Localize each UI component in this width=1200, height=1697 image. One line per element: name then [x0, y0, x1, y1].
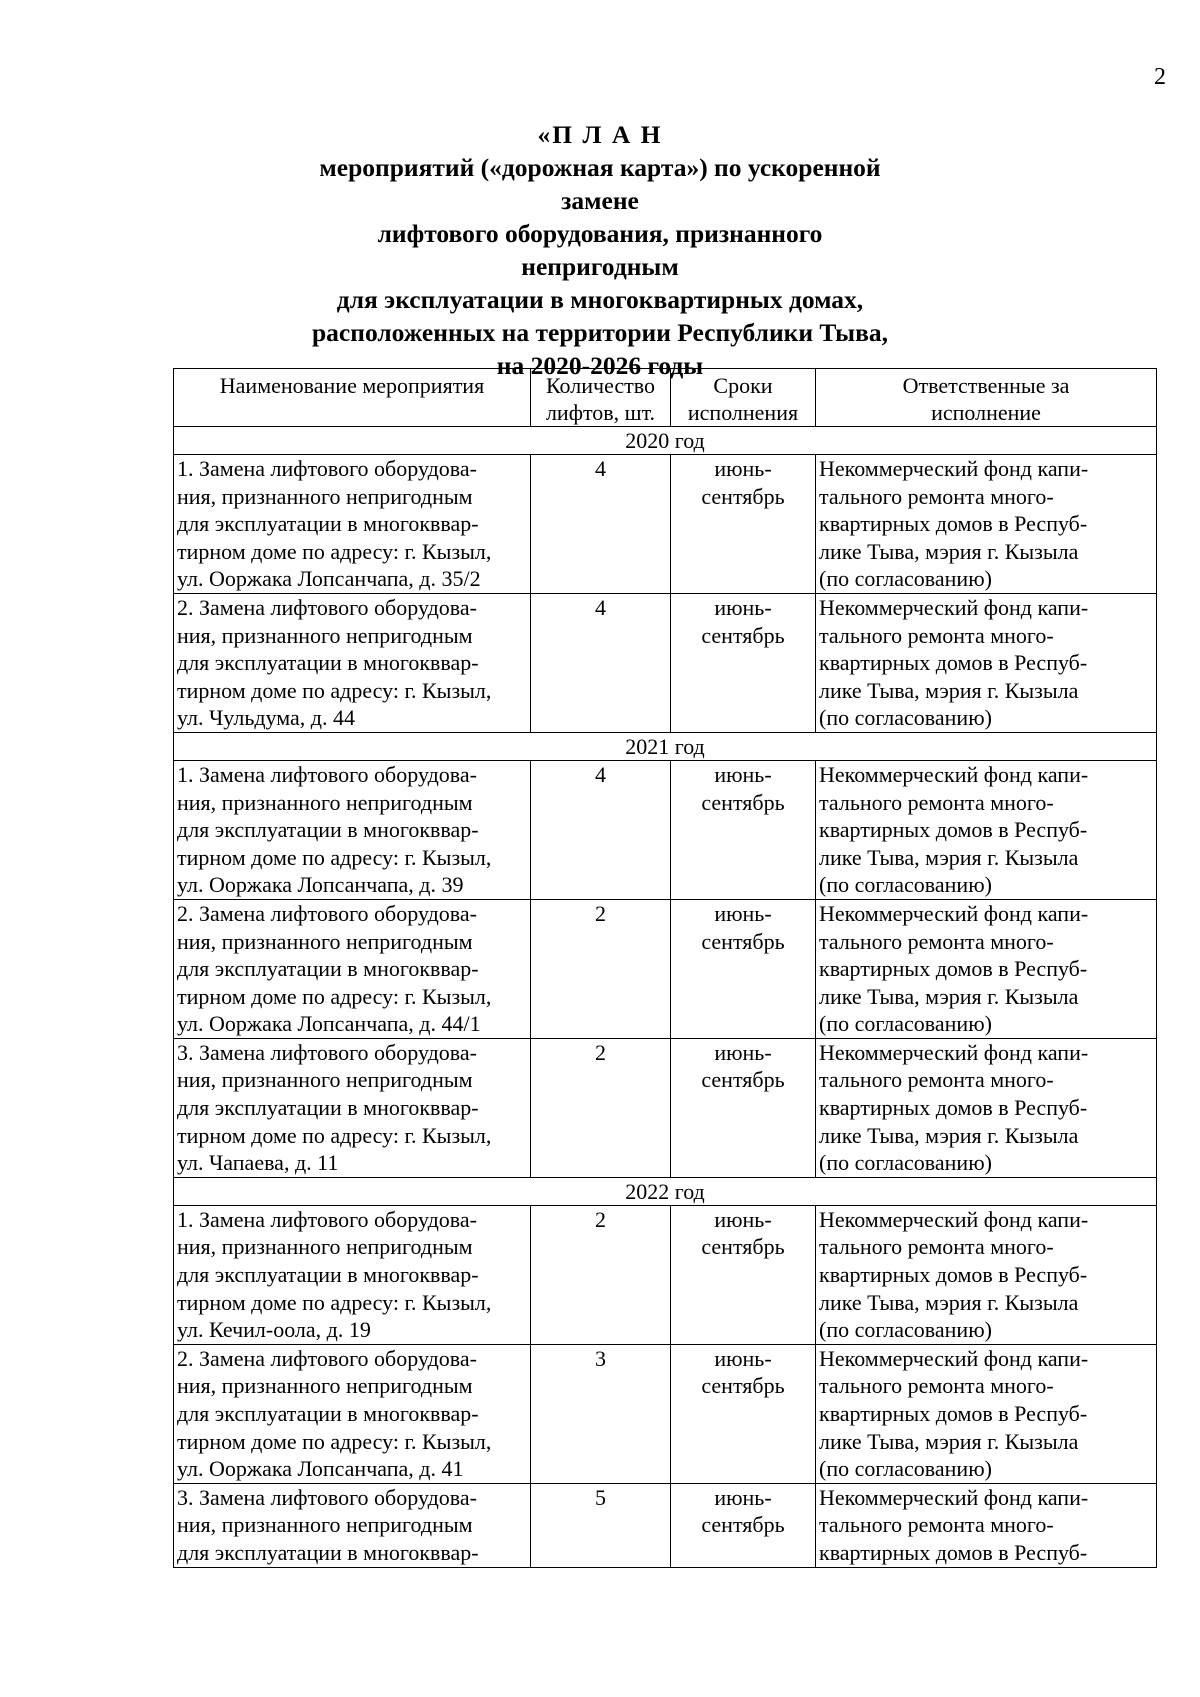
- responsible-party-line: квартирных домов в Респуб-: [819, 956, 1088, 982]
- activity-name-line: тирном доме по адресу: г. Кызыл,: [177, 1289, 492, 1315]
- responsible-party-line: квартирных домов в Респуб-: [819, 1262, 1088, 1288]
- responsible-party-line: тального ремонта много-: [819, 1373, 1054, 1399]
- year-row: [174, 732, 1157, 760]
- responsible-party-line: (по согласованию): [819, 566, 992, 592]
- responsible-party: [816, 1344, 1157, 1483]
- activity-name-line: тирном доме по адресу: г. Кызыл,: [177, 538, 492, 564]
- activity-name-line: 1. Замена лифтового оборудова-: [177, 1206, 477, 1232]
- title-line-4: для эксплуатации в многоквартирных домах,: [336, 285, 864, 314]
- header-name-line: Наименование мероприятия: [219, 373, 485, 398]
- execution-term: [671, 1205, 816, 1344]
- responsible-party-line: Некоммерческий фонд капи-: [819, 1345, 1089, 1371]
- execution-term-line: июнь-: [714, 1484, 772, 1510]
- page-number: 2: [1154, 64, 1166, 90]
- execution-term-line: сентябрь: [701, 622, 785, 648]
- execution-term: [671, 1038, 816, 1177]
- responsible-party-line: (по согласованию): [819, 1011, 992, 1037]
- activity-name: [174, 1038, 531, 1177]
- execution-term-line: сентябрь: [701, 1234, 785, 1260]
- lift-count: 4: [531, 760, 671, 899]
- activity-name-line: ул. Ооржака Лопсанчапа, д. 41: [177, 1456, 464, 1482]
- responsible-party-line: Некоммерческий фонд капи-: [819, 456, 1089, 481]
- activity-name-line: ул. Чульдума, д. 44: [177, 705, 355, 731]
- table-row: [174, 1205, 1157, 1344]
- year-label: 2022 год: [174, 1177, 1157, 1205]
- activity-name-line: ул. Кечил-оола, д. 19: [177, 1317, 371, 1343]
- activity-name: [174, 455, 531, 594]
- responsible-party-line: Некоммерческий фонд капи-: [819, 1039, 1089, 1065]
- execution-term-line: июнь-: [714, 594, 772, 620]
- responsible-party-line: лике Тыва, мэрия г. Кызыла: [819, 1289, 1079, 1315]
- execution-term-line: сентябрь: [701, 1373, 785, 1399]
- header-resp-line: Ответственные за: [902, 373, 1070, 398]
- table-row: [174, 1344, 1157, 1483]
- year-row: [174, 1177, 1157, 1205]
- execution-term-line: июнь-: [714, 1039, 772, 1065]
- responsible-party-line: (по согласованию): [819, 705, 992, 731]
- activity-name-line: 3. Замена лифтового оборудова-: [177, 1039, 477, 1065]
- responsible-party-line: квартирных домов в Респуб-: [819, 1095, 1088, 1121]
- table-row: [174, 1038, 1157, 1177]
- activity-name-line: для эксплуатации в многокввар-: [177, 1539, 479, 1565]
- activity-name: [174, 899, 531, 1038]
- responsible-party-line: Некоммерческий фонд капи-: [819, 1206, 1089, 1232]
- lift-count: 4: [531, 593, 671, 732]
- execution-term-line: июнь-: [714, 900, 772, 926]
- responsible-party-line: лике Тыва, мэрия г. Кызыла: [819, 1122, 1079, 1148]
- responsible-party-line: лике Тыва, мэрия г. Кызыла: [819, 983, 1079, 1009]
- responsible-party-line: лике Тыва, мэрия г. Кызыла: [819, 844, 1079, 870]
- lift-count: 2: [531, 1038, 671, 1177]
- lift-count: 5: [531, 1483, 671, 1567]
- activity-name-line: для эксплуатации в многокввар-: [177, 650, 479, 676]
- activity-name-line: ния, признанного непригодным: [177, 483, 473, 509]
- activity-name-line: ул. Чапаева, д. 11: [177, 1150, 339, 1176]
- responsible-party-line: тального ремонта много-: [819, 1512, 1054, 1538]
- activity-name-line: ния, признанного непригодным: [177, 928, 473, 954]
- activity-name: [174, 1205, 531, 1344]
- execution-term-line: сентябрь: [701, 928, 785, 954]
- responsible-party-line: лике Тыва, мэрия г. Кызыла: [819, 1428, 1079, 1454]
- responsible-party: [816, 455, 1157, 594]
- responsible-party-line: квартирных домов в Респуб-: [819, 817, 1088, 843]
- year-label: 2021 год: [174, 732, 1157, 760]
- responsible-party: [816, 1038, 1157, 1177]
- responsible-party: [816, 593, 1157, 732]
- activity-name-line: тирном доме по адресу: г. Кызыл,: [177, 844, 492, 870]
- responsible-party-line: (по согласованию): [819, 1150, 992, 1176]
- activity-name-line: для эксплуатации в многокввар-: [177, 817, 479, 843]
- activity-name-line: ния, признанного непригодным: [177, 1512, 473, 1538]
- activity-name-line: для эксплуатации в многокввар-: [177, 956, 479, 982]
- plan-table: [173, 368, 1157, 1568]
- title-line-5: расположенных на территории Республики Тыва,: [312, 318, 888, 347]
- responsible-party-line: лике Тыва, мэрия г. Кызыла: [819, 538, 1079, 564]
- execution-term-line: сентябрь: [701, 1067, 785, 1093]
- responsible-party-line: тального ремонта много-: [819, 483, 1054, 509]
- responsible-party-line: Некоммерческий фонд капи-: [819, 1484, 1089, 1510]
- responsible-party-line: (по согласованию): [819, 1317, 992, 1343]
- execution-term-line: сентябрь: [701, 483, 785, 509]
- responsible-party: [816, 899, 1157, 1038]
- table-header-row: [174, 369, 1157, 427]
- header-qty: [531, 369, 671, 427]
- document-title: [300, 118, 900, 382]
- activity-name-line: 3. Замена лифтового оборудова-: [177, 1484, 477, 1510]
- activity-name-line: 1. Замена лифтового оборудова-: [177, 456, 477, 481]
- activity-name-line: 2. Замена лифтового оборудова-: [177, 1345, 477, 1371]
- header-resp: [816, 369, 1157, 427]
- activity-name-line: ния, признанного непригодным: [177, 1067, 473, 1093]
- table-row: [174, 760, 1157, 899]
- responsible-party-line: тального ремонта много-: [819, 622, 1054, 648]
- responsible-party-line: тального ремонта много-: [819, 1067, 1054, 1093]
- execution-term-line: июнь-: [714, 1345, 772, 1371]
- header-name: [174, 369, 531, 427]
- execution-term: [671, 760, 816, 899]
- responsible-party: [816, 1483, 1157, 1567]
- responsible-party-line: Некоммерческий фонд капи-: [819, 900, 1089, 926]
- activity-name: [174, 1344, 531, 1483]
- activity-name-line: тирном доме по адресу: г. Кызыл,: [177, 1428, 492, 1454]
- lift-count: 2: [531, 1205, 671, 1344]
- responsible-party-line: тального ремонта много-: [819, 789, 1054, 815]
- activity-name-line: 2. Замена лифтового оборудова-: [177, 900, 477, 926]
- execution-term: [671, 1483, 816, 1567]
- activity-name-line: для эксплуатации в многокввар-: [177, 511, 479, 537]
- title-line-2: мероприятий («дорожная карта») по ускоренной замене: [319, 153, 881, 215]
- year-label: 2020 год: [174, 427, 1157, 455]
- activity-name-line: для эксплуатации в многокввар-: [177, 1401, 479, 1426]
- responsible-party: [816, 1205, 1157, 1344]
- responsible-party-line: квартирных домов в Респуб-: [819, 1539, 1088, 1565]
- activity-name: [174, 593, 531, 732]
- table-row: [174, 593, 1157, 732]
- header-qty-line: Количество: [545, 373, 656, 398]
- execution-term: [671, 1344, 816, 1483]
- execution-term: [671, 593, 816, 732]
- responsible-party-line: (по согласованию): [819, 872, 992, 898]
- year-row: [174, 427, 1157, 455]
- header-term-line: Сроки: [713, 373, 773, 398]
- lift-count: 4: [531, 455, 671, 594]
- activity-name: [174, 760, 531, 899]
- responsible-party-line: тального ремонта много-: [819, 1234, 1054, 1260]
- responsible-party-line: Некоммерческий фонд капи-: [819, 594, 1089, 620]
- responsible-party-line: тального ремонта много-: [819, 928, 1054, 954]
- header-qty-line: лифтов, шт.: [545, 400, 656, 425]
- header-term: [671, 369, 816, 427]
- activity-name-line: 1. Замена лифтового оборудова-: [177, 761, 477, 787]
- activity-name-line: 2. Замена лифтового оборудова-: [177, 594, 477, 620]
- responsible-party: [816, 760, 1157, 899]
- execution-term-line: июнь-: [714, 1206, 772, 1232]
- activity-name-line: ул. Ооржака Лопсанчапа, д. 44/1: [177, 1011, 481, 1037]
- responsible-party-line: квартирных домов в Респуб-: [819, 1401, 1088, 1426]
- responsible-party-line: лике Тыва, мэрия г. Кызыла: [819, 677, 1079, 703]
- title-line-6: на 2020-2026 годы: [496, 351, 704, 380]
- activity-name-line: ул. Ооржака Лопсанчапа, д. 39: [177, 872, 464, 898]
- table-row: [174, 455, 1157, 594]
- activity-name-line: для эксплуатации в многокввар-: [177, 1262, 479, 1288]
- activity-name: [174, 1483, 531, 1567]
- activity-name-line: для эксплуатации в многокввар-: [177, 1095, 479, 1121]
- activity-name-line: ния, признанного непригодным: [177, 1234, 473, 1260]
- activity-name-line: тирном доме по адресу: г. Кызыл,: [177, 983, 492, 1009]
- responsible-party-line: квартирных домов в Респуб-: [819, 650, 1088, 676]
- lift-count: 2: [531, 899, 671, 1038]
- responsible-party-line: Некоммерческий фонд капи-: [819, 761, 1089, 787]
- title-line-3: лифтового оборудования, признанного непригодным: [377, 219, 823, 281]
- execution-term: [671, 455, 816, 594]
- execution-term-line: сентябрь: [701, 789, 785, 815]
- title-line-1: «П Л А Н: [537, 120, 663, 149]
- activity-name-line: ния, признанного непригодным: [177, 789, 473, 815]
- execution-term-line: июнь-: [714, 761, 772, 787]
- activity-name-line: тирном доме по адресу: г. Кызыл,: [177, 1122, 492, 1148]
- execution-term: [671, 899, 816, 1038]
- execution-term-line: июнь-: [714, 456, 772, 481]
- header-resp-line: исполнение: [931, 400, 1041, 425]
- responsible-party-line: квартирных домов в Респуб-: [819, 511, 1088, 537]
- table-row: [174, 899, 1157, 1038]
- execution-term-line: сентябрь: [701, 1512, 785, 1538]
- activity-name-line: тирном доме по адресу: г. Кызыл,: [177, 677, 492, 703]
- lift-count: 3: [531, 1344, 671, 1483]
- table-body: [174, 427, 1157, 1568]
- activity-name-line: ния, признанного непригодным: [177, 622, 473, 648]
- activity-name-line: ния, признанного непригодным: [177, 1373, 473, 1399]
- table-row: [174, 1483, 1157, 1567]
- header-term-line: исполнения: [687, 400, 799, 425]
- activity-name-line: ул. Ооржака Лопсанчапа, д. 35/2: [177, 566, 481, 592]
- responsible-party-line: (по согласованию): [819, 1456, 992, 1482]
